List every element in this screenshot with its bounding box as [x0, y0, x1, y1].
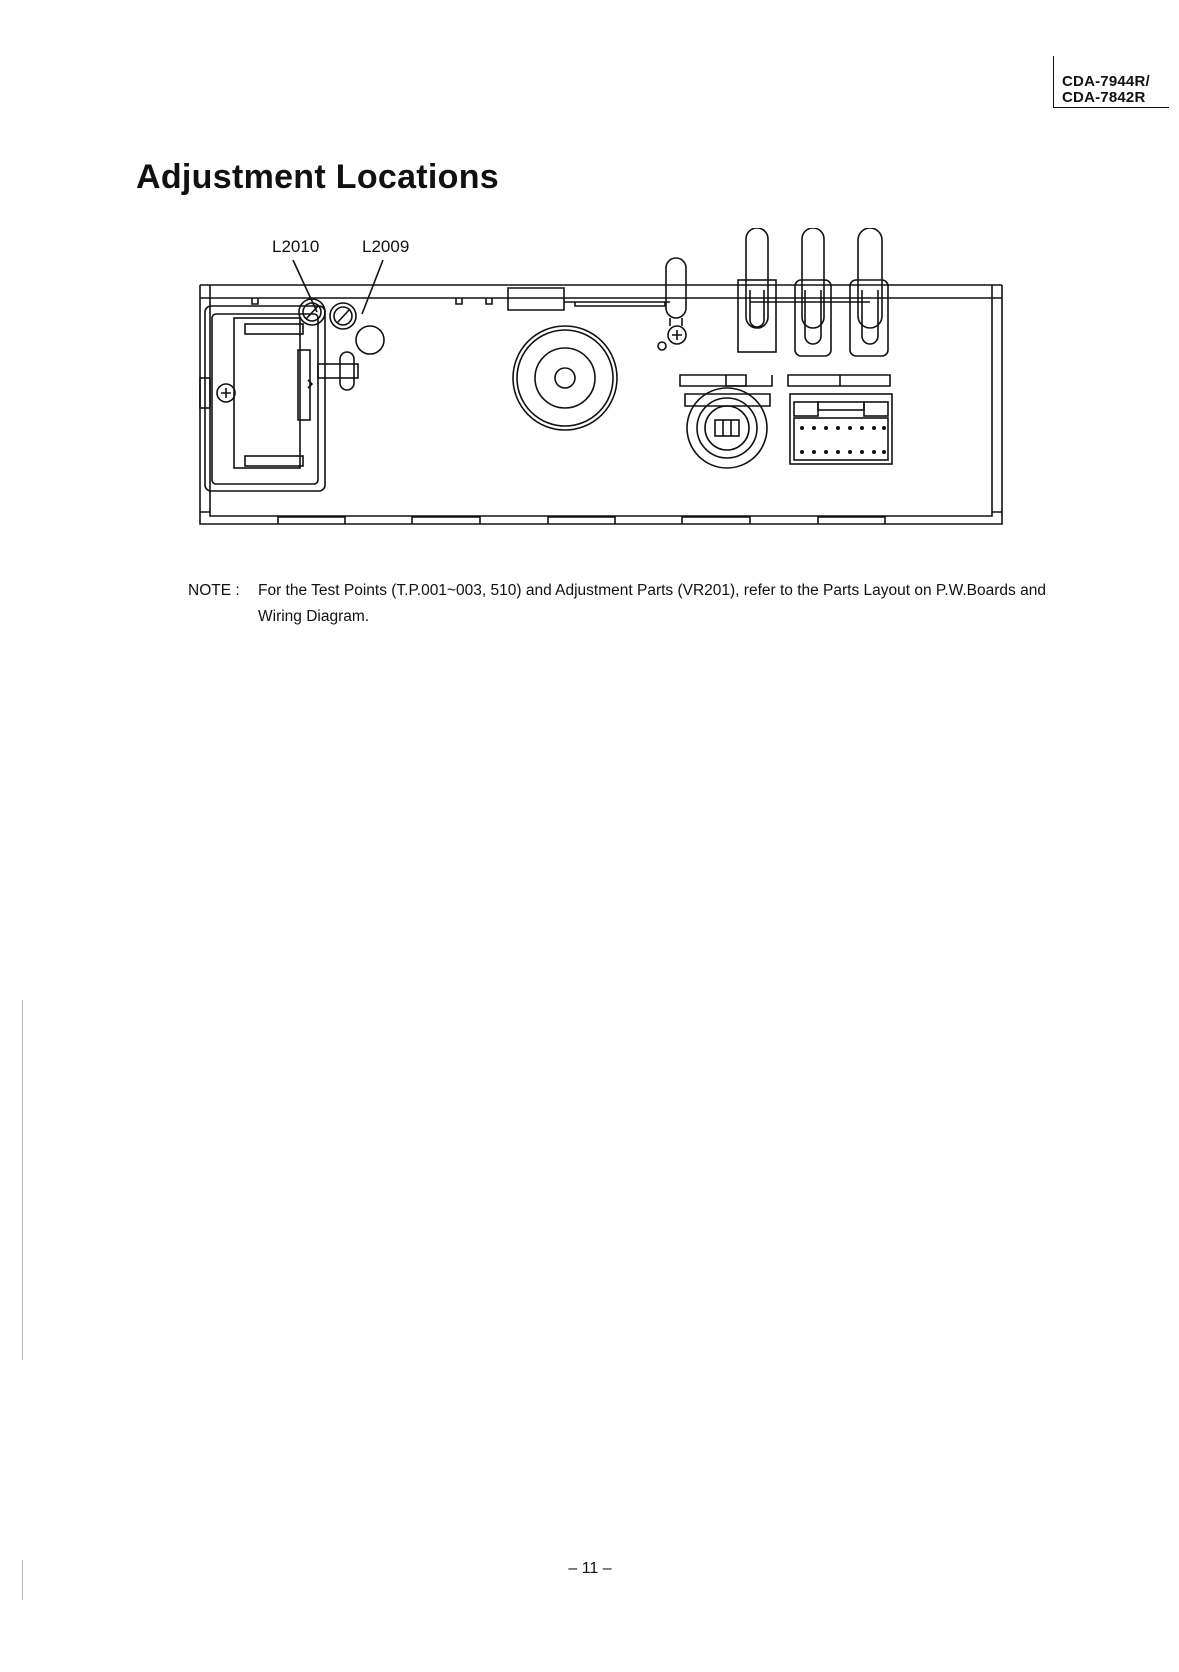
coil-l2009	[330, 303, 356, 329]
model-number-box	[1053, 56, 1169, 108]
scan-edge-mark	[22, 1560, 23, 1600]
note-text: For the Test Points (T.P.001~003, 510) and Adjustment Parts (VR201), refer to the Parts Layout on P.W.Boards and Wiring Diagram.	[258, 582, 1046, 625]
multi-pin-connector	[788, 375, 892, 464]
coil-l2010	[299, 299, 325, 325]
model-number-line-1: CDA-7944R/	[1062, 73, 1150, 90]
callout-label-l2010: L2010	[272, 237, 320, 256]
adjustment-diagram	[190, 228, 1010, 528]
leader-line-l2010	[293, 260, 317, 312]
component-circle	[356, 326, 384, 354]
note-prefix: NOTE :	[188, 582, 240, 599]
terminal-slots	[738, 228, 888, 356]
scan-edge-mark	[22, 1000, 23, 1360]
center-rotary-knob	[513, 326, 617, 430]
leader-line-l2009	[362, 260, 383, 314]
page-number: – 11 –	[568, 1560, 612, 1577]
round-connector	[680, 375, 772, 468]
page-title: Adjustment Locations	[136, 158, 500, 196]
callout-label-l2009: L2009	[362, 237, 410, 256]
model-number-line-2: CDA-7842R	[1062, 89, 1146, 106]
screw-icon	[658, 258, 686, 350]
bottom-tabs	[278, 517, 885, 524]
left-mechanism	[200, 306, 358, 491]
